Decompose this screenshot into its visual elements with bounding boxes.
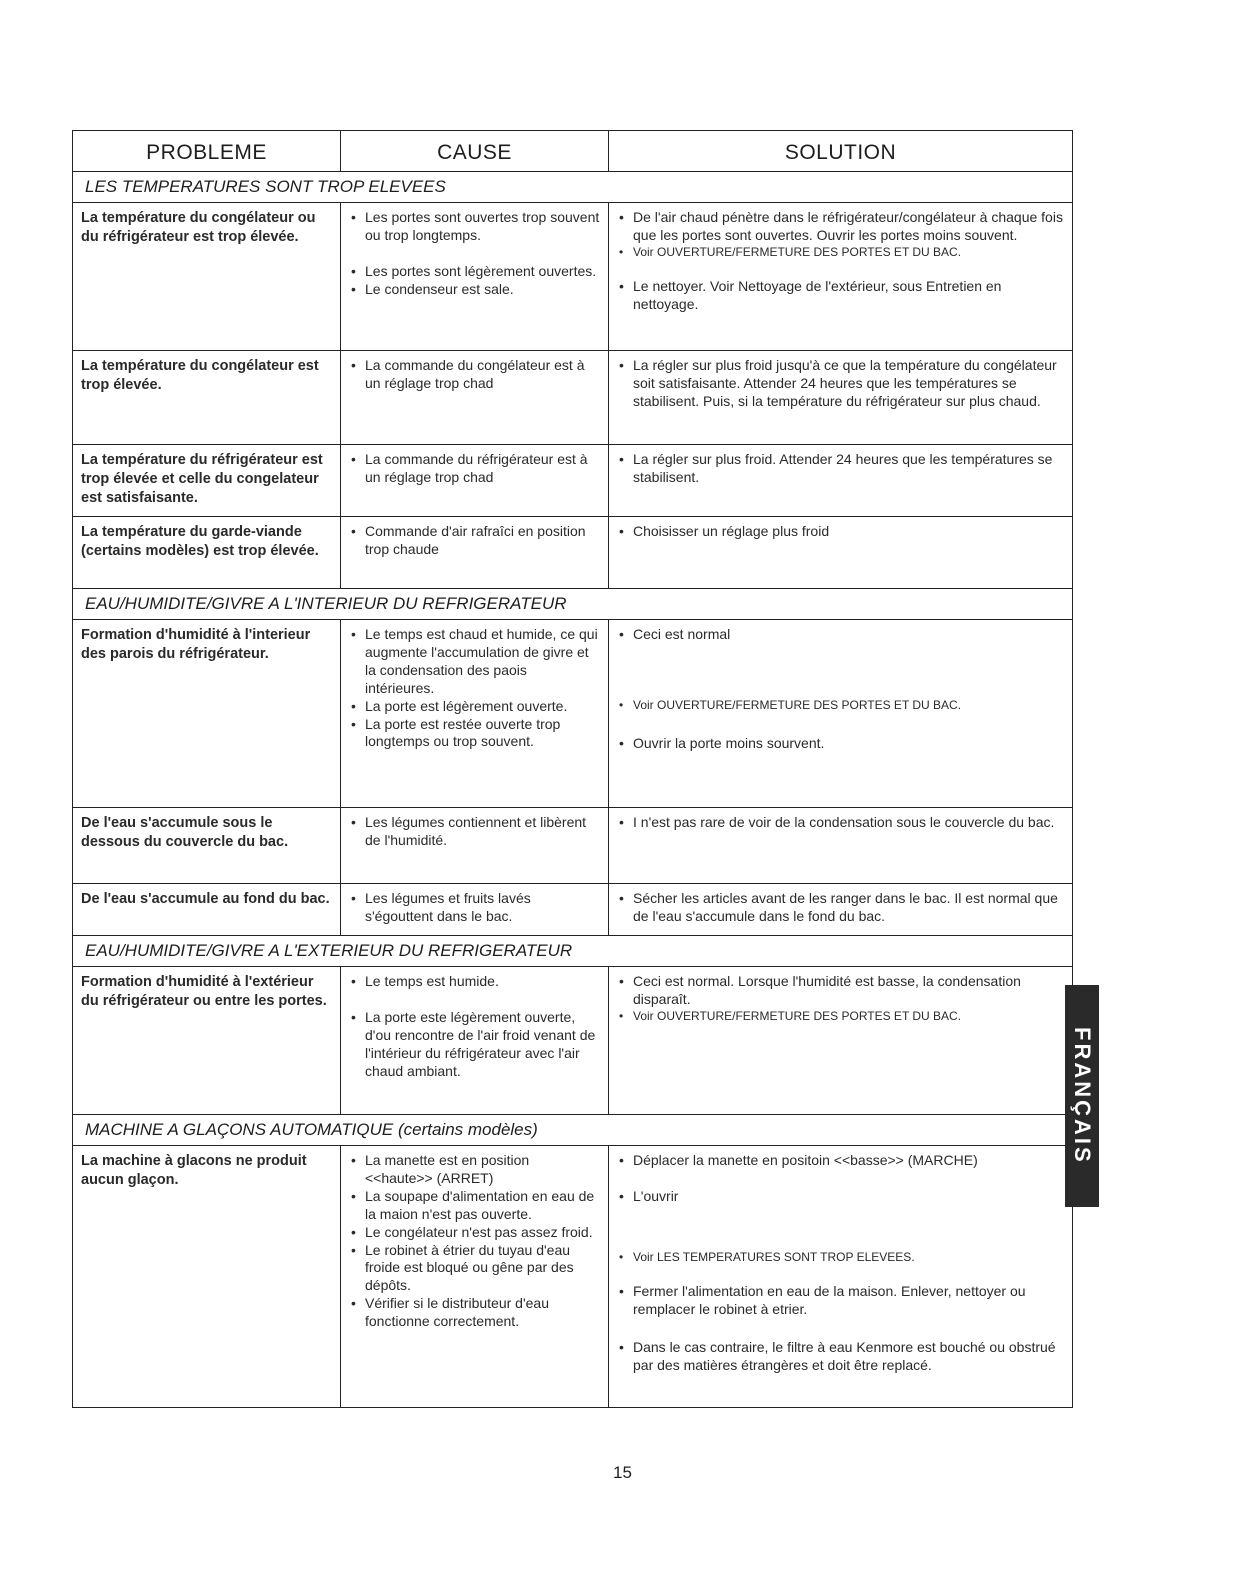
table-row <box>73 620 1073 808</box>
solution-cell <box>609 808 1073 884</box>
cause-item: • La porte est légèrement ouverte. <box>349 698 600 716</box>
language-tab-label: FRANÇAIS <box>1070 1027 1095 1165</box>
cause-item: • Le condenseur est sale. <box>349 281 600 299</box>
solution-item: • Déplacer la manette en positoin <<basse>> (MARCHE) <box>617 1152 1064 1170</box>
solution-item: • Ceci est normal. Lorsque l'humidité est basse, la condensation disparaît. <box>617 973 1064 1009</box>
cause-item: • La porte este légèrement ouverte, d'ou rencontre de l'air froid venant de l'intérieur du réfrigérateur avec l'air chaud ambiant. <box>349 1009 600 1081</box>
table-row <box>73 445 1073 517</box>
table-row <box>73 967 1073 1115</box>
solution-cell <box>609 620 1073 808</box>
cause-item: • Le temps est chaud et humide, ce qui augmente l'accumulation de givre et la condensation des paois intérieures. <box>349 626 600 698</box>
cause-item: • Les légumes contiennent et libèrent de l'humidité. <box>349 814 600 850</box>
table-row <box>73 351 1073 445</box>
problem-cell: La température du réfrigérateur est trop élevée et celle du congelateur est satisfaisante. <box>73 445 341 517</box>
cause-cell <box>341 808 609 884</box>
cause-item: • La commande du congélateur est à un réglage trop chad <box>349 357 600 393</box>
table-header-row <box>73 131 1073 172</box>
solution-cell <box>609 203 1073 351</box>
solution-item: • La régler sur plus froid jusqu'à ce que la température du congélateur soit satisfaisante. Attender 24 heures que les températures se stabilisent. Puis, si la température du réfrigérateur sur plus chaud. <box>617 357 1064 411</box>
problem-cell: La machine à glacons ne produit aucun glaçon. <box>73 1146 341 1408</box>
solution-item: • Voir LES TEMPERATURES SONT TROP ELEVEES. <box>617 1250 1064 1265</box>
problem-cell: La température du congélateur est trop élevée. <box>73 351 341 445</box>
cause-item: • Le temps est humide. <box>349 973 600 991</box>
problem-cell: De l'eau s'accumule sous le dessous du couvercle du bac. <box>73 808 341 884</box>
section-row <box>73 172 1073 203</box>
solution-item: • Dans le cas contraire, le filtre à eau Kenmore est bouché ou obstrué par des matières étrangères et doit être replacé. <box>617 1339 1064 1375</box>
section-title: LES TEMPERATURES SONT TROP ELEVEES <box>73 172 1073 203</box>
table-row <box>73 517 1073 589</box>
solution-item: • La régler sur plus froid. Attender 24 heures que les températures se stabilisent. <box>617 451 1064 487</box>
cause-cell <box>341 351 609 445</box>
cause-item: • Commande d'air rafraîci en position trop chaude <box>349 523 600 559</box>
language-tab <box>1065 985 1099 1207</box>
problem-cell: La température du congélateur ou du réfrigérateur est trop élevée. <box>73 203 341 351</box>
cause-item: • Les portes sont ouvertes trop souvent ou trop longtemps. <box>349 209 600 245</box>
cause-item: • La soupape d'alimentation en eau de la maion n'est pas ouverte. <box>349 1188 600 1224</box>
solution-item: • Sécher les articles avant de les ranger dans le bac. Il est normal que de l'eau s'accumule dans le fond du bac. <box>617 890 1064 926</box>
solution-cell <box>609 351 1073 445</box>
cause-item: • Le congélateur n'est pas assez froid. <box>349 1224 600 1242</box>
cause-cell <box>341 620 609 808</box>
cause-item: • La porte est restée ouverte trop longtemps ou trop souvent. <box>349 716 600 752</box>
solution-item: • I n'est pas rare de voir de la condensation sous le couvercle du bac. <box>617 814 1064 832</box>
cause-cell <box>341 884 609 936</box>
section-row <box>73 589 1073 620</box>
solution-cell <box>609 445 1073 517</box>
solution-cell <box>609 884 1073 936</box>
cause-item: • Le robinet à étrier du tuyau d'eau froide est bloqué ou gêne par des dépôts. <box>349 1242 600 1296</box>
problem-cell: Formation d'humidité à l'extérieur du réfrigérateur ou entre les portes. <box>73 967 341 1115</box>
troubleshooting-table <box>72 130 1073 1408</box>
cause-item: • La commande du réfrigérateur est à un réglage trop chad <box>349 451 600 487</box>
problem-cell: La température du garde-viande (certains modèles) est trop élevée. <box>73 517 341 589</box>
solution-item: • Ouvrir la porte moins sourvent. <box>617 735 1064 753</box>
troubleshooting-document <box>72 130 1072 1408</box>
section-row <box>73 936 1073 967</box>
solution-cell <box>609 1146 1073 1408</box>
cause-cell <box>341 967 609 1115</box>
section-title: MACHINE A GLAÇONS AUTOMATIQUE (certains modèles) <box>73 1115 1073 1146</box>
solution-item: • De l'air chaud pénètre dans le réfrigérateur/congélateur à chaque fois que les portes sont ouvertes. Ouvrir les portes moins souvent. <box>617 209 1064 245</box>
solution-cell <box>609 967 1073 1115</box>
cause-item: • La manette est en position <<haute>> (ARRET) <box>349 1152 600 1188</box>
solution-item: • Choisisser un réglage plus froid <box>617 523 1064 541</box>
cause-cell <box>341 517 609 589</box>
section-row <box>73 1115 1073 1146</box>
table-row <box>73 203 1073 351</box>
solution-item: • Ceci est normal <box>617 626 1064 644</box>
solution-item: • L'ouvrir <box>617 1188 1064 1206</box>
section-title: EAU/HUMIDITE/GIVRE A L'INTERIEUR DU REFRIGERATEUR <box>73 589 1073 620</box>
solution-item: • Voir OUVERTURE/FERMETURE DES PORTES ET DU BAC. <box>617 1009 1064 1024</box>
cause-item: • Vérifier si le distributeur d'eau fonctionne correctement. <box>349 1295 600 1331</box>
cause-item: • Les légumes et fruits lavés s'égouttent dans le bac. <box>349 890 600 926</box>
solution-cell <box>609 517 1073 589</box>
section-title: EAU/HUMIDITE/GIVRE A L'EXTERIEUR DU REFRIGERATEUR <box>73 936 1073 967</box>
header-cause: CAUSE <box>341 131 609 172</box>
page-number: 15 <box>613 1463 632 1482</box>
cause-cell <box>341 445 609 517</box>
cause-item: • Les portes sont légèrement ouvertes. <box>349 263 600 281</box>
solution-item: • Fermer l'alimentation en eau de la maison. Enlever, nettoyer ou remplacer le robinet à etrier. <box>617 1283 1064 1319</box>
table-row <box>73 808 1073 884</box>
solution-item: • Voir OUVERTURE/FERMETURE DES PORTES ET DU BAC. <box>617 245 1064 260</box>
header-problem: PROBLEME <box>73 131 341 172</box>
header-solution: SOLUTION <box>609 131 1073 172</box>
solution-item: • Voir OUVERTURE/FERMETURE DES PORTES ET DU BAC. <box>617 698 1064 713</box>
problem-cell: De l'eau s'accumule au fond du bac. <box>73 884 341 936</box>
table-row <box>73 884 1073 936</box>
cause-cell <box>341 1146 609 1408</box>
solution-item: • Le nettoyer. Voir Nettoyage de l'extérieur, sous Entretien en nettoyage. <box>617 278 1064 314</box>
cause-cell <box>341 203 609 351</box>
problem-cell: Formation d'humidité à l'interieur des parois du réfrigérateur. <box>73 620 341 808</box>
table-row <box>73 1146 1073 1408</box>
